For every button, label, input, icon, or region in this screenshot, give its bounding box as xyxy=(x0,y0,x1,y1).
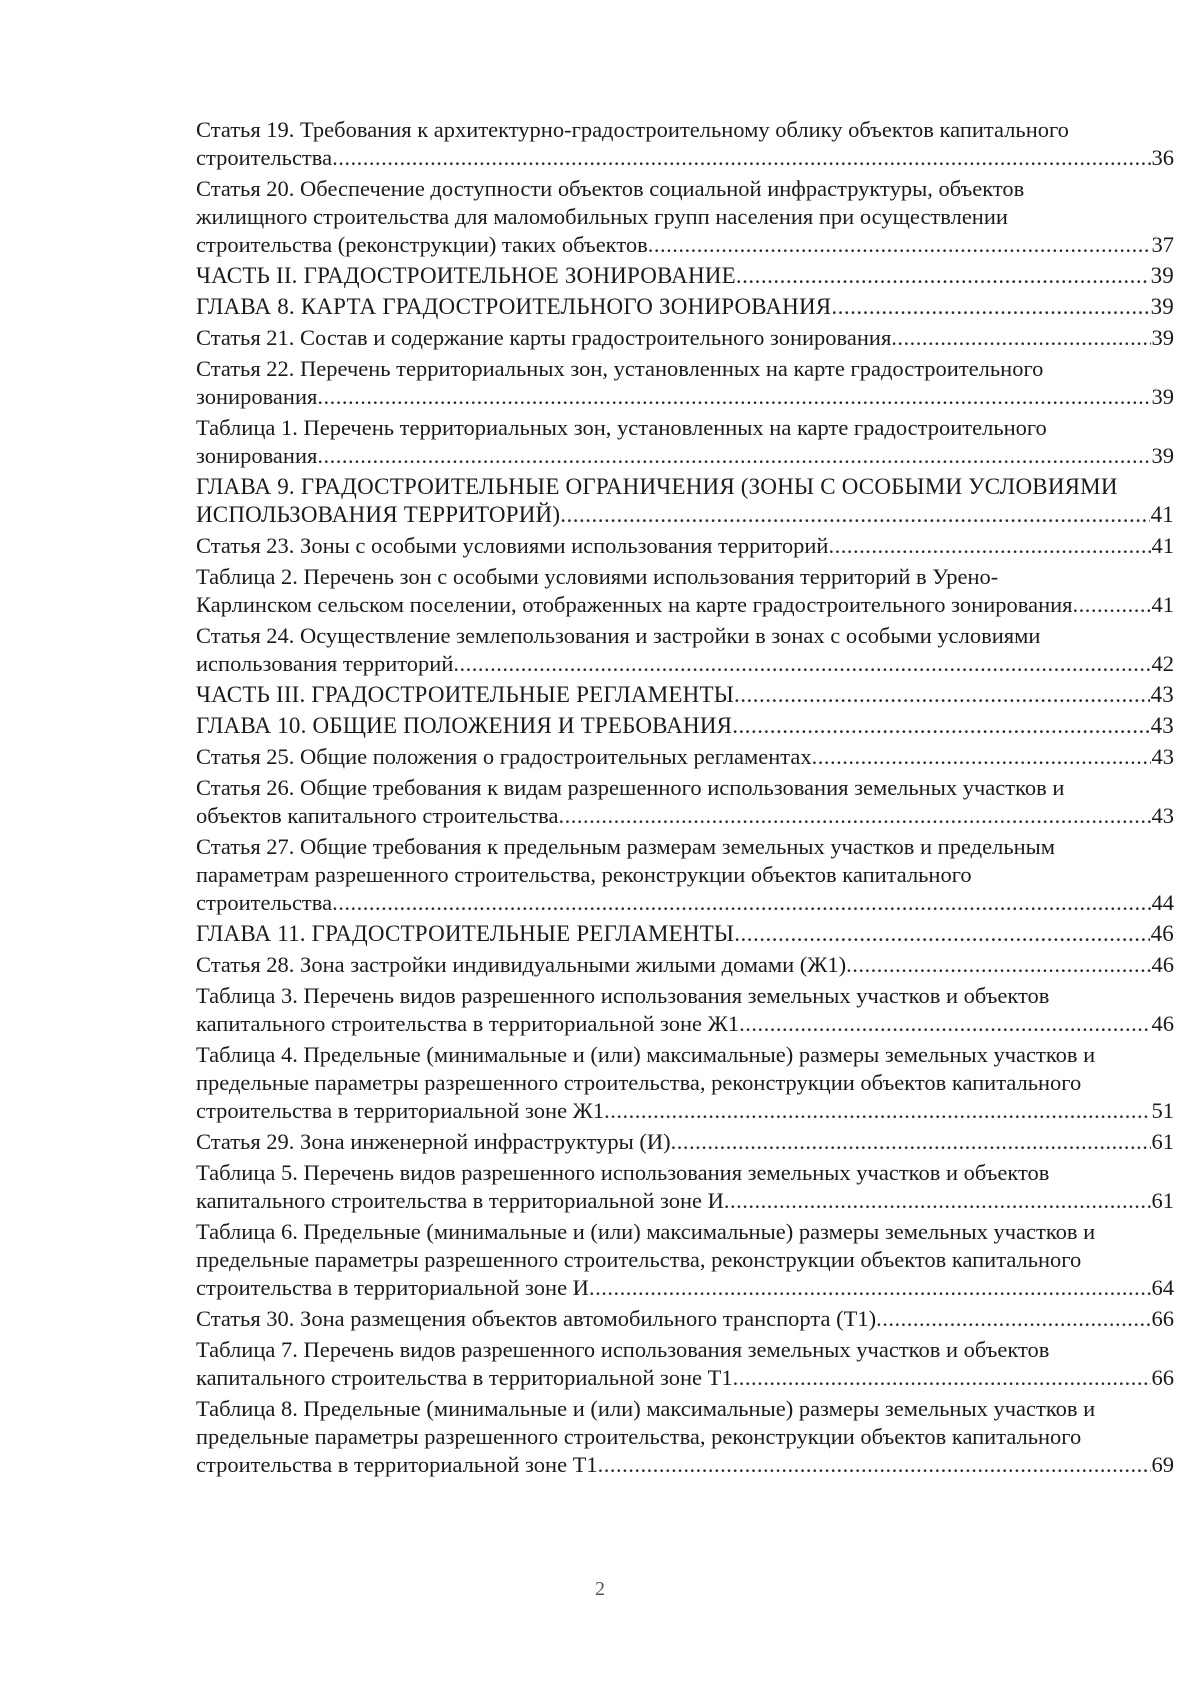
toc-entry-text-line: Статья 25. Общие положения о градостроительных регламентах xyxy=(196,744,812,769)
toc-entry-last-line xyxy=(196,743,1174,771)
toc-entry-page: 39 xyxy=(1151,443,1174,468)
toc-entry[interactable] xyxy=(196,414,1174,470)
toc-entry-page: 44 xyxy=(1151,890,1174,915)
toc-entry-page: 39 xyxy=(1151,384,1174,409)
toc-entry-text-line: Таблица 3. Перечень видов разрешенного использования земельных участков и объектов xyxy=(196,983,1050,1008)
dot-leader xyxy=(332,144,1150,172)
toc-entry-page: 41 xyxy=(1150,502,1174,527)
toc-entry-text-line: строительства xyxy=(196,145,333,170)
toc-entry-page: 51 xyxy=(1151,1098,1174,1123)
toc-entry-text-line: капитального строительства в территориальной зоне Т1 xyxy=(196,1365,733,1390)
toc-entry-text-line: Статья 28. Зона застройки индивидуальными жилыми домами (Ж1) xyxy=(196,952,847,977)
toc-entry-last-line xyxy=(196,802,1174,830)
toc-entry-page: 43 xyxy=(1151,803,1174,828)
toc-entry-last-line xyxy=(196,1010,1174,1038)
dot-leader xyxy=(733,1364,1151,1392)
toc-entry-last-line xyxy=(196,324,1174,352)
toc-entry-last-line xyxy=(196,442,1174,470)
toc-entry-last-line xyxy=(196,681,1174,709)
toc-entry[interactable] xyxy=(196,774,1174,830)
toc-entry-text-line: капитального строительства в территориальной зоне И xyxy=(196,1188,724,1213)
toc-entry-page: 43 xyxy=(1150,713,1174,738)
dot-leader xyxy=(724,1187,1151,1215)
toc-entry-page: 66 xyxy=(1151,1306,1174,1331)
dot-leader xyxy=(739,1010,1150,1038)
toc-entry-last-line xyxy=(196,1128,1174,1156)
toc-entry[interactable] xyxy=(196,1336,1174,1392)
toc-entry[interactable] xyxy=(196,1159,1174,1215)
toc-entry[interactable] xyxy=(196,712,1174,740)
dot-leader xyxy=(831,293,1149,321)
toc-entry-text-line: Таблица 8. Предельные (минимальные и (или) максимальные) размеры земельных участков и xyxy=(196,1396,1096,1421)
toc-entry-text-line: Статья 30. Зона размещения объектов автомобильного транспорта (Т1) xyxy=(196,1306,877,1331)
toc-entry-text-line: строительства (реконструкции) таких объектов xyxy=(196,232,648,257)
toc-entry-page: 64 xyxy=(1151,1275,1174,1300)
toc-entry-page: 42 xyxy=(1151,651,1174,676)
dot-leader xyxy=(846,951,1150,979)
dot-leader xyxy=(876,1305,1150,1333)
toc-entry-text-line: ИСПОЛЬЗОВАНИЯ ТЕРРИТОРИЙ) xyxy=(196,502,561,527)
toc-entry[interactable] xyxy=(196,473,1174,529)
toc-entry-text-line: Таблица 6. Предельные (минимальные и (или) максимальные) размеры земельных участков и xyxy=(196,1219,1096,1244)
toc-entry-text-line: строительства в территориальной зоне И xyxy=(196,1275,589,1300)
toc-entry-text-line: Статья 22. Перечень территориальных зон, установленных на карте градостроительного xyxy=(196,356,1044,381)
toc-entry-last-line xyxy=(196,1364,1174,1392)
toc-entry[interactable] xyxy=(196,622,1174,678)
toc-entry-text-line: предельные параметры разрешенного строительства, реконструкции объектов капитального xyxy=(196,1424,1082,1449)
toc-entry-text-line: Таблица 7. Перечень видов разрешенного использования земельных участков и объектов xyxy=(196,1337,1050,1362)
toc-entry-page: 36 xyxy=(1151,145,1174,170)
toc-entry-text-line: Таблица 1. Перечень территориальных зон, установленных на карте градостроительного xyxy=(196,415,1047,440)
toc-entry-text-line: Статья 27. Общие требования к предельным размерам земельных участков и предельным xyxy=(196,834,1055,859)
toc-entry[interactable] xyxy=(196,833,1174,917)
toc-entry-text-line: Статья 29. Зона инженерной инфраструктуры (И) xyxy=(196,1129,671,1154)
toc-entry-text-line: капитального строительства в территориальной зоне Ж1 xyxy=(196,1011,740,1036)
toc-entry-page: 46 xyxy=(1151,1011,1174,1036)
toc-entry-text-line: ЧАСТЬ III. ГРАДОСТРОИТЕЛЬНЫЕ РЕГЛАМЕНТЫ xyxy=(196,682,734,707)
dot-leader xyxy=(671,1128,1151,1156)
toc-entry-text-line: Статья 20. Обеспечение доступности объектов социальной инфраструктуры, объектов xyxy=(196,176,1025,201)
toc-entry-page: 46 xyxy=(1150,921,1174,946)
toc-entry-last-line xyxy=(196,951,1174,979)
toc-entry-last-line xyxy=(196,262,1174,290)
toc-entry[interactable] xyxy=(196,1305,1174,1333)
dot-leader xyxy=(317,383,1150,411)
dot-leader xyxy=(828,532,1150,560)
toc-entry-last-line xyxy=(196,1187,1174,1215)
dot-leader xyxy=(332,889,1150,917)
toc-entry-page: 41 xyxy=(1151,533,1174,558)
toc-entry-page: 39 xyxy=(1151,325,1174,350)
toc-entry-last-line xyxy=(196,1274,1174,1302)
dot-leader xyxy=(598,1451,1151,1479)
toc-entry-page: 39 xyxy=(1150,263,1174,288)
dot-leader xyxy=(558,802,1150,830)
toc-entry-page: 69 xyxy=(1151,1452,1174,1477)
toc-entry-text-line: ГЛАВА 8. КАРТА ГРАДОСТРОИТЕЛЬНОГО ЗОНИРОВАНИЯ xyxy=(196,294,832,319)
toc-entry-text-line: предельные параметры разрешенного строительства, реконструкции объектов капитального xyxy=(196,1070,1082,1095)
toc-entry-last-line xyxy=(196,144,1174,172)
toc-entry[interactable] xyxy=(196,355,1174,411)
toc-entry-last-line xyxy=(196,1305,1174,1333)
toc-entry-last-line xyxy=(196,1097,1174,1125)
toc-entry-text-line: строительства в территориальной зоне Т1 xyxy=(196,1452,598,1477)
toc-entry-text-line: ЧАСТЬ II. ГРАДОСТРОИТЕЛЬНОЕ ЗОНИРОВАНИЕ xyxy=(196,263,736,288)
toc-entry-last-line xyxy=(196,920,1174,948)
toc-entry-text-line: Статья 24. Осуществление землепользования и застройки в зонах с особыми условиями xyxy=(196,623,1041,648)
toc-entry-last-line xyxy=(196,231,1174,259)
toc-entry-page: 61 xyxy=(1151,1188,1174,1213)
toc-entry-text-line: Таблица 2. Перечень зон с особыми условиями использования территорий в Урено- xyxy=(196,564,999,589)
toc-entry-page: 43 xyxy=(1151,744,1174,769)
dot-leader xyxy=(453,650,1150,678)
toc-entry-text-line: ГЛАВА 10. ОБЩИЕ ПОЛОЖЕНИЯ И ТРЕБОВАНИЯ xyxy=(196,713,733,738)
toc-entry[interactable] xyxy=(196,563,1174,619)
toc-entry-text-line: Таблица 4. Предельные (минимальные и (или) максимальные) размеры земельных участков и xyxy=(196,1042,1096,1067)
toc-entry[interactable] xyxy=(196,293,1174,321)
toc-entry[interactable] xyxy=(196,1128,1174,1156)
toc-entry-page: 61 xyxy=(1151,1129,1174,1154)
toc-entry-text-line: ГЛАВА 11. ГРАДОСТРОИТЕЛЬНЫЕ РЕГЛАМЕНТЫ xyxy=(196,921,735,946)
toc-entry-page: 46 xyxy=(1151,952,1174,977)
toc-entry-page: 39 xyxy=(1150,294,1174,319)
toc-entry-page: 37 xyxy=(1151,232,1174,257)
toc-entry-text-line: объектов капитального строительства xyxy=(196,803,559,828)
toc-entry-text-line: строительства xyxy=(196,890,333,915)
toc-entry-last-line xyxy=(196,591,1174,619)
toc-entry-text-line: зонирования xyxy=(196,443,318,468)
dot-leader xyxy=(734,681,1150,709)
toc-entry[interactable] xyxy=(196,982,1174,1038)
toc-entry-text-line: ГЛАВА 9. ГРАДОСТРОИТЕЛЬНЫЕ ОГРАНИЧЕНИЯ (ЗОНЫ С ОСОБЫМИ УСЛОВИЯМИ xyxy=(196,474,1118,499)
toc-entry-last-line xyxy=(196,1451,1174,1479)
toc-entry[interactable] xyxy=(196,951,1174,979)
toc-entry[interactable] xyxy=(196,743,1174,771)
toc-entry[interactable] xyxy=(196,175,1174,259)
toc-entry-page: 66 xyxy=(1151,1365,1174,1390)
toc-entry[interactable] xyxy=(196,681,1174,709)
toc-entry-last-line xyxy=(196,650,1174,678)
table-of-contents xyxy=(196,116,1174,1482)
dot-leader xyxy=(648,231,1151,259)
toc-entry[interactable] xyxy=(196,1395,1174,1479)
toc-entry-last-line xyxy=(196,293,1174,321)
toc-entry-page: 43 xyxy=(1150,682,1174,707)
dot-leader xyxy=(736,262,1150,290)
toc-entry-last-line xyxy=(196,501,1174,529)
dot-leader xyxy=(812,743,1151,771)
toc-entry-last-line xyxy=(196,712,1174,740)
toc-entry-text-line: Статья 21. Состав и содержание карты градостроительного зонирования xyxy=(196,325,892,350)
toc-entry[interactable] xyxy=(196,324,1174,352)
page-number: 2 xyxy=(595,1578,605,1600)
dot-leader xyxy=(317,442,1150,470)
toc-entry[interactable] xyxy=(196,262,1174,290)
toc-entry-text-line: параметрам разрешенного строительства, реконструкции объектов капитального xyxy=(196,862,972,887)
toc-entry-text-line: жилищного строительства для маломобильных групп населения при осуществлении xyxy=(196,204,1008,229)
toc-entry-text-line: Таблица 5. Перечень видов разрешенного использования земельных участков и объектов xyxy=(196,1160,1050,1185)
toc-entry-text-line: зонирования xyxy=(196,384,318,409)
toc-entry-last-line xyxy=(196,532,1174,560)
toc-entry-text-line: предельные параметры разрешенного строительства, реконструкции объектов капитального xyxy=(196,1247,1082,1272)
toc-entry-text-line: Статья 19. Требования к архитектурно-градостроительному облику объектов капитального xyxy=(196,117,1069,142)
toc-entry-text-line: использования территорий xyxy=(196,651,454,676)
toc-entry[interactable] xyxy=(196,116,1174,172)
toc-entry-page: 41 xyxy=(1151,592,1174,617)
toc-entry-text-line: строительства в территориальной зоне Ж1 xyxy=(196,1098,605,1123)
dot-leader xyxy=(604,1097,1150,1125)
dot-leader xyxy=(589,1274,1151,1302)
toc-entry-last-line xyxy=(196,889,1174,917)
toc-entry[interactable] xyxy=(196,1041,1174,1125)
toc-entry-text-line: Статья 23. Зоны с особыми условиями использования территорий xyxy=(196,533,829,558)
dot-leader xyxy=(732,712,1149,740)
dot-leader xyxy=(734,920,1149,948)
toc-entry[interactable] xyxy=(196,1218,1174,1302)
toc-entry[interactable] xyxy=(196,532,1174,560)
dot-leader xyxy=(560,501,1149,529)
toc-entry-last-line xyxy=(196,383,1174,411)
dot-leader xyxy=(1073,591,1151,619)
dot-leader xyxy=(891,324,1150,352)
toc-entry-text-line: Статья 26. Общие требования к видам разрешенного использования земельных участков и xyxy=(196,775,1065,800)
toc-entry[interactable] xyxy=(196,920,1174,948)
toc-entry-text-line: Карлинском сельском поселении, отображенных на карте градостроительного зонирования xyxy=(196,592,1073,617)
